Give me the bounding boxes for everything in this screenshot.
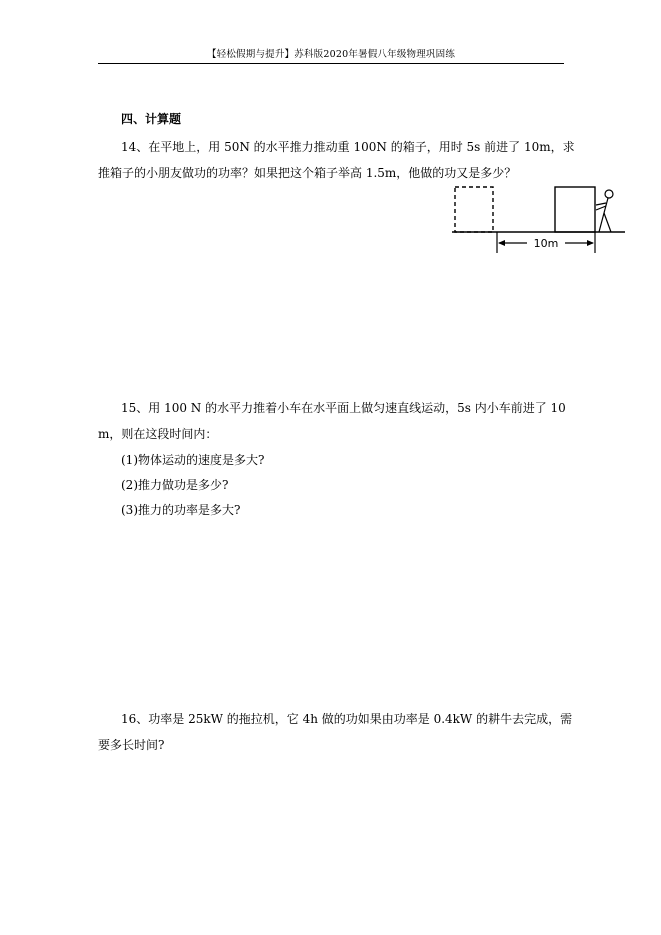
question-15-part-2: (2)推力做功是多少?: [121, 478, 229, 492]
arrow-right: [587, 240, 594, 246]
push-box-figure: [447, 183, 637, 253]
arrow-left: [498, 240, 505, 246]
dashed-box: [455, 187, 493, 232]
question-15-part-3: (3)推力的功率是多大?: [121, 503, 241, 517]
question-15-part-1: (1)物体运动的速度是多大?: [121, 453, 265, 467]
page-header: 【轻松假期与提升】苏科版2020年暑假八年级物理巩固练: [206, 49, 456, 60]
question-15: 15、用 100 N 的水平力推着小车在水平面上做匀速直线运动，5s 内小车前进了 10 m，则在这段时间内：: [98, 401, 566, 441]
header-rule: [98, 63, 564, 64]
child-figure: [596, 190, 613, 232]
solid-box: [555, 187, 595, 232]
section-title: 四、计算题: [121, 112, 182, 126]
question-14: 14、在平地上，用 50N 的水平推力推动重 100N 的箱子，用时 5s 前进了 10m，求推箱子的小朋友做功的功率？如果把这个箱子举高 1.5m，他做的功又是多少？: [98, 140, 575, 180]
question-16: 16、功率是 25kW 的拖拉机，它 4h 做的功如果由功率是 0.4kW 的耕牛去完成，需要多长时间?: [98, 712, 573, 752]
distance-label: 10m: [533, 237, 559, 250]
